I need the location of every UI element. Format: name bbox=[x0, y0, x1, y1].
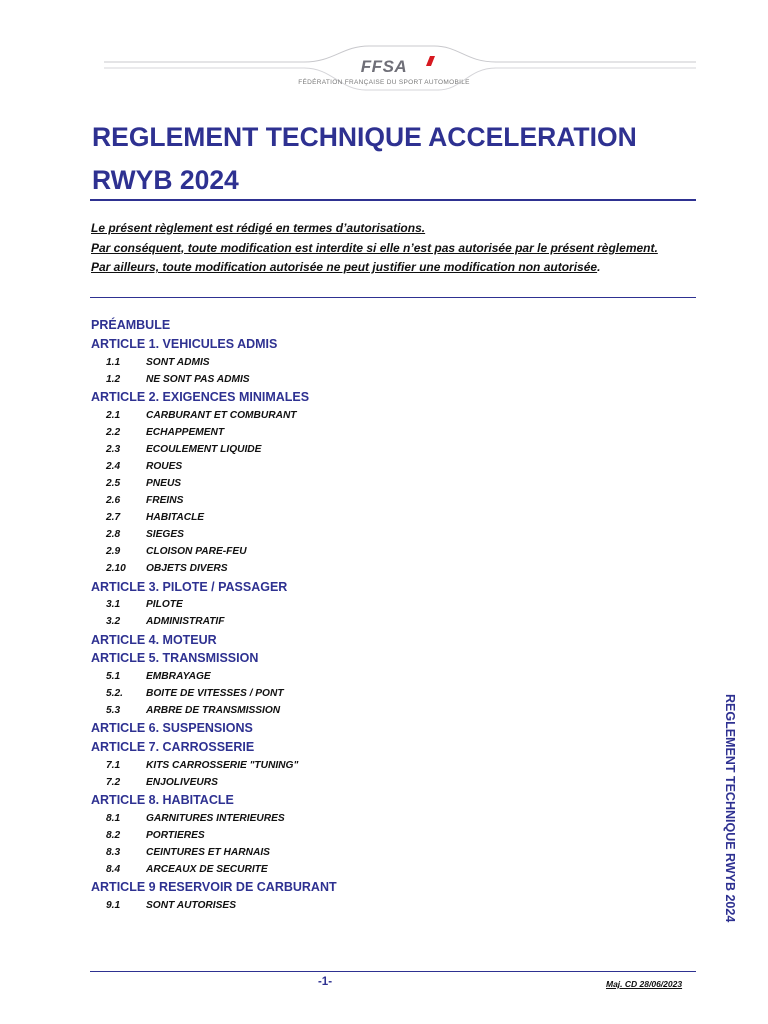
toc-subsection-label: ECOULEMENT LIQUIDE bbox=[146, 443, 262, 455]
toc-subsection[interactable] bbox=[91, 509, 651, 526]
toc-subsection-number: 2.8 bbox=[106, 529, 121, 541]
toc-subsection-label: ENJOLIVEURS bbox=[146, 777, 218, 789]
toc-subsection[interactable] bbox=[91, 613, 651, 630]
toc-subsection-number: 1.2 bbox=[106, 373, 121, 385]
toc-article[interactable]: ARTICLE 6. SUSPENSIONS bbox=[91, 721, 253, 736]
toc-subsection-number: 3.1 bbox=[106, 599, 121, 611]
toc-subsection-label: CARBURANT ET COMBURANT bbox=[146, 409, 297, 421]
toc-subsection-number: 2.10 bbox=[106, 563, 126, 575]
toc-subsection[interactable] bbox=[91, 543, 651, 560]
toc-subsection-number: 7.1 bbox=[106, 759, 121, 771]
toc-subsection-number: 1.1 bbox=[106, 356, 121, 368]
toc-subsection-label: KITS CARROSSERIE "TUNING" bbox=[146, 759, 299, 771]
toc-subsection-label: ROUES bbox=[146, 460, 183, 472]
toc-subsection[interactable] bbox=[91, 526, 651, 543]
toc-article[interactable]: ARTICLE 8. HABITACLE bbox=[91, 793, 234, 808]
toc-subsection[interactable] bbox=[91, 861, 651, 878]
toc-subsection-number: 2.6 bbox=[106, 495, 121, 507]
toc-subsection-label: SIEGES bbox=[146, 529, 184, 541]
toc-article[interactable]: ARTICLE 5. TRANSMISSION bbox=[91, 651, 259, 666]
document-title-line-2: RWYB 2024 bbox=[92, 165, 239, 195]
toc-article[interactable]: ARTICLE 4. MOTEUR bbox=[91, 632, 217, 647]
intro-line-3-end: . bbox=[597, 260, 601, 274]
toc-subsection[interactable] bbox=[91, 844, 651, 861]
toc-subsection[interactable] bbox=[91, 897, 651, 914]
document-title bbox=[92, 116, 702, 202]
document-title-line-1: REGLEMENT TECHNIQUE ACCELERATION bbox=[92, 122, 637, 152]
toc-subsection-number: 2.2 bbox=[106, 426, 121, 438]
toc-subsection-label: GARNITURES INTERIEURES bbox=[146, 812, 285, 824]
toc-subsection-number: 8.2 bbox=[106, 830, 121, 842]
update-date: Maj. CD 28/06/2023 bbox=[606, 979, 683, 989]
toc-subsection[interactable] bbox=[91, 458, 651, 475]
toc-subsection-label: FREINS bbox=[146, 495, 184, 507]
toc-subsection-label: CLOISON PARE-FEU bbox=[146, 546, 247, 558]
toc-subsection-number: 5.1 bbox=[106, 671, 121, 683]
toc-subsection[interactable] bbox=[91, 827, 651, 844]
toc-subsection-label: EMBRAYAGE bbox=[146, 671, 211, 683]
intro-divider bbox=[90, 297, 696, 298]
intro-line-3 bbox=[91, 258, 701, 278]
toc-subsection-label: PNEUS bbox=[146, 477, 182, 489]
toc-subsection-label: SONT ADMIS bbox=[146, 356, 210, 368]
toc-subsection-label: ARBRE DE TRANSMISSION bbox=[146, 705, 281, 717]
toc-subsection-label: SONT AUTORISES bbox=[146, 900, 237, 912]
toc-subsection[interactable] bbox=[91, 596, 651, 613]
toc-subsection-label: ADMINISTRATIF bbox=[146, 616, 225, 628]
toc-subsection[interactable] bbox=[91, 424, 651, 441]
toc-article[interactable]: PRÉAMBULE bbox=[91, 318, 171, 332]
toc-subsection[interactable] bbox=[91, 685, 651, 702]
toc-subsection-number: 2.9 bbox=[106, 546, 121, 558]
toc-subsection-number: 2.3 bbox=[106, 443, 121, 455]
toc-subsection[interactable] bbox=[91, 492, 651, 509]
footer-divider bbox=[90, 971, 696, 972]
intro-line-3-text: Par ailleurs, toute modification autorisée ne peut justifier une modification non autorisée bbox=[91, 260, 598, 274]
toc-subsection-number: 2.1 bbox=[106, 409, 121, 421]
table-of-contents bbox=[91, 316, 651, 914]
intro-notice bbox=[91, 219, 701, 278]
toc-article[interactable]: ARTICLE 7. CARROSSERIE bbox=[91, 740, 255, 755]
side-label: REGLEMENT TECHNIQUE RWYB 2024 bbox=[723, 694, 737, 923]
toc-subsection-number: 2.7 bbox=[106, 512, 121, 524]
toc-subsection-label: ECHAPPEMENT bbox=[146, 426, 225, 438]
ffsa-logo: FFSA bbox=[360, 57, 408, 76]
toc-article[interactable]: ARTICLE 9 RESERVOIR DE CARBURANT bbox=[91, 880, 337, 895]
intro-line-2: Par conséquent, toute modification est interdite si elle n’est pas autorisée par le présent règlement. bbox=[91, 240, 658, 255]
ffsa-logo-subtitle: FÉDÉRATION FRANÇAISE DU SPORT AUTOMOBILE bbox=[298, 79, 470, 86]
page-number: -1- bbox=[317, 976, 333, 988]
toc-subsection-number: 9.1 bbox=[106, 900, 121, 912]
toc-subsection-label: PILOTE bbox=[146, 599, 183, 611]
toc-subsection-number: 2.4 bbox=[106, 460, 121, 472]
toc-subsection[interactable] bbox=[91, 407, 651, 424]
toc-subsection[interactable] bbox=[91, 354, 651, 371]
toc-subsection[interactable] bbox=[91, 774, 651, 791]
toc-subsection-number: 8.1 bbox=[106, 812, 121, 824]
toc-subsection[interactable] bbox=[91, 757, 651, 774]
toc-subsection-number: 7.2 bbox=[106, 777, 121, 789]
toc-subsection-number: 5.3 bbox=[106, 705, 121, 717]
intro-line-1: Le présent règlement est rédigé en termes d’autorisations. bbox=[91, 221, 426, 235]
toc-subsection-number: 3.2 bbox=[106, 616, 121, 628]
toc-subsection-label: CEINTURES ET HARNAIS bbox=[146, 847, 270, 859]
toc-subsection-number: 2.5 bbox=[106, 477, 121, 489]
toc-subsection[interactable] bbox=[91, 702, 651, 719]
toc-subsection[interactable] bbox=[91, 560, 651, 577]
toc-subsection-label: HABITACLE bbox=[146, 512, 205, 524]
title-divider bbox=[90, 199, 696, 201]
toc-subsection-label: BOITE DE VITESSES / PONT bbox=[146, 688, 284, 700]
toc-subsection-number: 8.4 bbox=[106, 864, 121, 876]
toc-subsection-number: 8.3 bbox=[106, 847, 121, 859]
toc-article[interactable]: ARTICLE 1. VEHICULES ADMIS bbox=[91, 336, 278, 351]
toc-subsection[interactable] bbox=[91, 475, 651, 492]
toc-subsection-label: NE SONT PAS ADMIS bbox=[146, 373, 250, 385]
toc-subsection-number: 5.2. bbox=[106, 688, 123, 700]
toc-article[interactable]: ARTICLE 3. PILOTE / PASSAGER bbox=[91, 579, 288, 594]
toc-subsection-label: PORTIERES bbox=[146, 830, 205, 842]
toc-subsection-label: ARCEAUX DE SECURITE bbox=[146, 864, 268, 876]
toc-article[interactable]: ARTICLE 2. EXIGENCES MINIMALES bbox=[91, 389, 310, 404]
toc-subsection[interactable] bbox=[91, 441, 651, 458]
toc-subsection[interactable] bbox=[91, 668, 651, 685]
toc-subsection-label: OBJETS DIVERS bbox=[146, 563, 228, 575]
toc-subsection[interactable] bbox=[91, 371, 651, 388]
toc-subsection[interactable] bbox=[91, 810, 651, 827]
